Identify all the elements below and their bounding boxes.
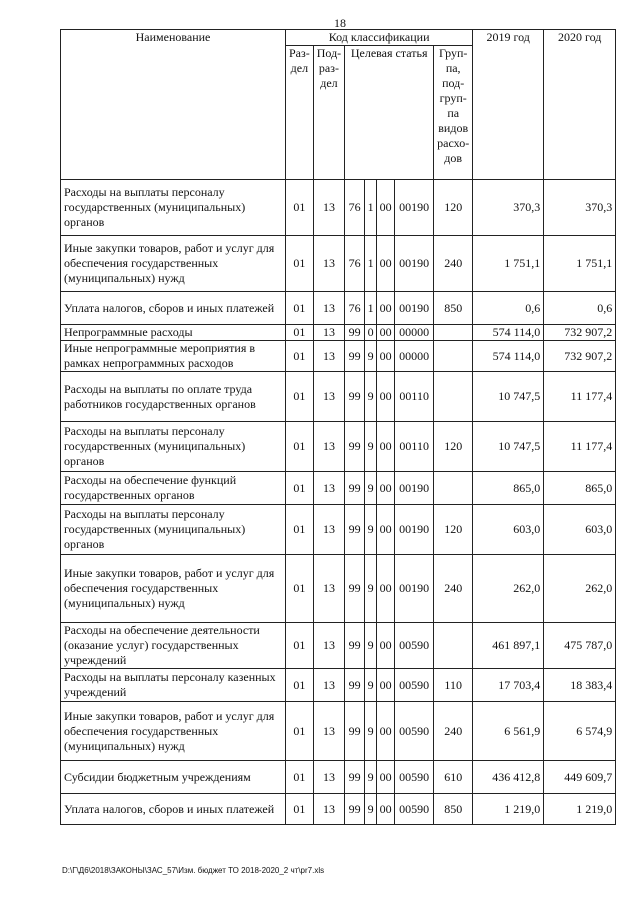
table-row [61,702,616,761]
row-amount-2020: 732 907,2 [544,325,616,341]
row-name: Иные закупки товаров, работ и услуг для обеспечения государственных (муниципальных) нужд [61,555,286,623]
row-target-code: 00590 [395,761,434,794]
row-amount-2020: 370,3 [544,180,616,236]
row-expense-group: 240 [434,555,473,623]
row-amount-2019: 461 897,1 [473,623,544,669]
row-name: Иные закупки товаров, работ и услуг для обеспечения государственных (муниципальных) нужд [61,236,286,292]
row-amount-2019: 6 561,9 [473,702,544,761]
row-target-code: 00590 [395,623,434,669]
row-target-program: 99 [345,422,365,472]
row-name: Иные закупки товаров, работ и услуг для обеспечения государственных (муниципальных) нужд [61,702,286,761]
table-row [61,794,616,825]
table-row [61,341,616,372]
row-target-code: 00000 [395,341,434,372]
row-target-code: 00000 [395,325,434,341]
row-amount-2019: 436 412,8 [473,761,544,794]
header-year-2020: 2020 год [544,30,616,180]
row-amount-2019: 262,0 [473,555,544,623]
row-section: 01 [286,325,314,341]
row-subsection: 13 [313,422,344,472]
row-amount-2019: 370,3 [473,180,544,236]
row-expense-group [434,472,473,505]
row-amount-2020: 0,6 [544,292,616,325]
row-section: 01 [286,422,314,472]
row-name: Уплата налогов, сборов и иных платежей [61,292,286,325]
row-section: 01 [286,505,314,555]
row-amount-2019: 1 751,1 [473,236,544,292]
row-target-subprogram: 9 [365,472,377,505]
row-section: 01 [286,761,314,794]
row-subsection: 13 [313,623,344,669]
table-row [61,669,616,702]
row-target-direction: 00 [377,472,395,505]
row-target-program: 99 [345,505,365,555]
row-subsection: 13 [313,761,344,794]
table-row [61,236,616,292]
row-target-code: 00590 [395,669,434,702]
row-expense-group: 110 [434,669,473,702]
row-target-subprogram: 9 [365,555,377,623]
row-expense-group: 850 [434,794,473,825]
row-subsection: 13 [313,372,344,422]
row-expense-group [434,341,473,372]
row-section: 01 [286,669,314,702]
row-target-direction: 00 [377,325,395,341]
row-target-subprogram: 9 [365,341,377,372]
row-expense-group: 120 [434,180,473,236]
row-amount-2019: 1 219,0 [473,794,544,825]
row-expense-group: 850 [434,292,473,325]
row-amount-2020: 1 219,0 [544,794,616,825]
table-row [61,292,616,325]
row-name: Расходы на выплаты по оплате труда работников государственных органов [61,372,286,422]
row-amount-2019: 865,0 [473,472,544,505]
row-target-direction: 00 [377,505,395,555]
row-subsection: 13 [313,555,344,623]
row-target-code: 00590 [395,794,434,825]
row-expense-group: 120 [434,505,473,555]
row-section: 01 [286,292,314,325]
row-amount-2020: 603,0 [544,505,616,555]
row-target-direction: 00 [377,669,395,702]
table-row [61,422,616,472]
row-section: 01 [286,623,314,669]
row-section: 01 [286,341,314,372]
row-target-code: 00190 [395,180,434,236]
row-name: Уплата налогов, сборов и иных платежей [61,794,286,825]
row-amount-2020: 18 383,4 [544,669,616,702]
row-target-code: 00110 [395,372,434,422]
row-subsection: 13 [313,472,344,505]
row-expense-group: 120 [434,422,473,472]
row-target-program: 76 [345,236,365,292]
row-section: 01 [286,555,314,623]
row-subsection: 13 [313,669,344,702]
row-name: Расходы на выплаты персоналу государственных (муниципальных) органов [61,422,286,472]
row-expense-group [434,623,473,669]
row-amount-2020: 262,0 [544,555,616,623]
row-target-subprogram: 9 [365,505,377,555]
row-target-subprogram: 9 [365,702,377,761]
row-amount-2019: 603,0 [473,505,544,555]
row-target-subprogram: 9 [365,794,377,825]
table-row [61,761,616,794]
row-name: Расходы на выплаты персоналу государственных (муниципальных) органов [61,505,286,555]
row-section: 01 [286,236,314,292]
row-expense-group [434,325,473,341]
row-amount-2019: 10 747,5 [473,422,544,472]
row-subsection: 13 [313,180,344,236]
row-target-direction: 00 [377,702,395,761]
row-target-program: 99 [345,325,365,341]
row-target-program: 99 [345,669,365,702]
row-amount-2020: 6 574,9 [544,702,616,761]
row-target-direction: 00 [377,292,395,325]
row-target-code: 00190 [395,555,434,623]
row-subsection: 13 [313,292,344,325]
row-section: 01 [286,794,314,825]
row-name: Расходы на выплаты персоналу казенных учреждений [61,669,286,702]
header-year-2019: 2019 год [473,30,544,180]
row-target-code: 00110 [395,422,434,472]
row-amount-2019: 574 114,0 [473,341,544,372]
row-name: Непрограммные расходы [61,325,286,341]
row-expense-group [434,372,473,422]
row-target-program: 99 [345,555,365,623]
header-classification: Код классификации [286,30,473,46]
row-target-subprogram: 9 [365,761,377,794]
row-expense-group: 610 [434,761,473,794]
row-amount-2020: 1 751,1 [544,236,616,292]
row-amount-2020: 475 787,0 [544,623,616,669]
row-target-subprogram: 9 [365,372,377,422]
row-target-subprogram: 1 [365,236,377,292]
row-subsection: 13 [313,702,344,761]
table-body [61,180,616,825]
header-expense-group: Груп- па, под- груп- па видов расхо- дов [434,46,473,180]
row-target-program: 76 [345,292,365,325]
row-target-subprogram: 1 [365,292,377,325]
row-name: Расходы на обеспечение деятельности (оказание услуг) государственных учреждений [61,623,286,669]
table-row [61,555,616,623]
row-target-code: 00190 [395,236,434,292]
header-name: Наименование [61,30,286,180]
header-target-item: Целевая статья [345,46,434,180]
row-target-code: 00590 [395,702,434,761]
row-target-direction: 00 [377,623,395,669]
row-target-code: 00190 [395,472,434,505]
row-section: 01 [286,702,314,761]
row-expense-group: 240 [434,236,473,292]
row-target-code: 00190 [395,292,434,325]
row-amount-2019: 574 114,0 [473,325,544,341]
page-number: 18 [334,16,346,30]
row-target-subprogram: 9 [365,623,377,669]
row-name: Расходы на выплаты персоналу государственных (муниципальных) органов [61,180,286,236]
row-name: Субсидии бюджетным учреждениям [61,761,286,794]
header-section: Раз- дел [286,46,314,180]
table-row [61,623,616,669]
table-row [61,180,616,236]
row-target-direction: 00 [377,236,395,292]
row-target-program: 99 [345,372,365,422]
row-amount-2019: 0,6 [473,292,544,325]
table-row [61,325,616,341]
row-target-direction: 00 [377,372,395,422]
row-target-program: 99 [345,794,365,825]
file-path-footer: D:\Г\Д6\2018\ЗАКОНЫ\ЗАС_57\Изм. бюджет ТО 2018-2020_2 чт\pr7.xls [62,866,325,875]
row-target-program: 99 [345,623,365,669]
row-subsection: 13 [313,236,344,292]
row-amount-2020: 11 177,4 [544,422,616,472]
table-row [61,505,616,555]
row-target-direction: 00 [377,761,395,794]
row-target-code: 00190 [395,505,434,555]
row-amount-2020: 11 177,4 [544,372,616,422]
row-target-program: 99 [345,341,365,372]
row-target-program: 76 [345,180,365,236]
row-target-direction: 00 [377,341,395,372]
header-subsection: Под- раз- дел [313,46,344,180]
row-amount-2019: 10 747,5 [473,372,544,422]
row-expense-group: 240 [434,702,473,761]
row-target-direction: 00 [377,555,395,623]
row-subsection: 13 [313,794,344,825]
row-section: 01 [286,472,314,505]
table-row [61,472,616,505]
row-section: 01 [286,180,314,236]
row-target-direction: 00 [377,794,395,825]
row-name: Иные непрограммные мероприятия в рамках непрограммных расходов [61,341,286,372]
table-row [61,372,616,422]
row-subsection: 13 [313,325,344,341]
row-amount-2020: 732 907,2 [544,341,616,372]
row-amount-2020: 449 609,7 [544,761,616,794]
row-subsection: 13 [313,341,344,372]
row-target-subprogram: 9 [365,669,377,702]
row-section: 01 [286,372,314,422]
row-subsection: 13 [313,505,344,555]
row-target-program: 99 [345,472,365,505]
row-amount-2020: 865,0 [544,472,616,505]
row-name: Расходы на обеспечение функций государственных органов [61,472,286,505]
row-target-subprogram: 9 [365,422,377,472]
row-amount-2019: 17 703,4 [473,669,544,702]
row-target-subprogram: 1 [365,180,377,236]
row-target-direction: 00 [377,422,395,472]
budget-table [60,29,616,825]
row-target-subprogram: 0 [365,325,377,341]
row-target-program: 99 [345,702,365,761]
row-target-program: 99 [345,761,365,794]
row-target-direction: 00 [377,180,395,236]
